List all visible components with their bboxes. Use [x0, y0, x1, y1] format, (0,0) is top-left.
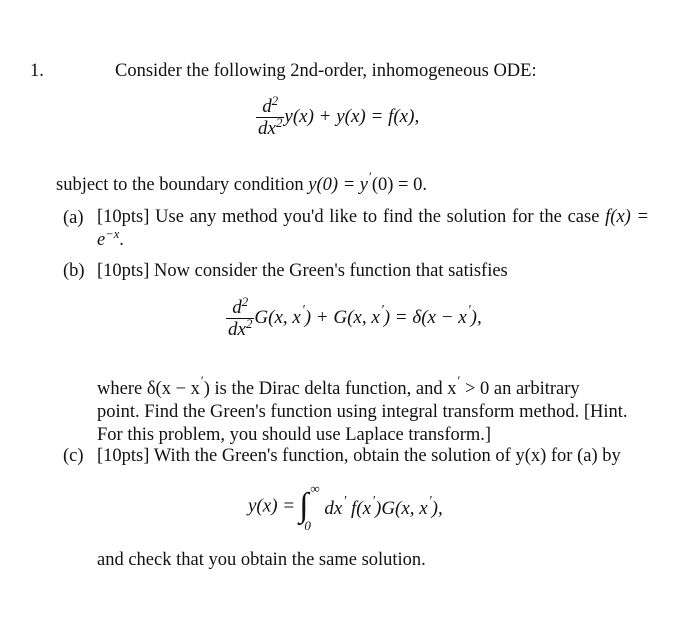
main-ode-rest: y(x) + y(x) = f(x), [284, 105, 420, 127]
integral-solution-equation: y(x) = ∫ ∞ 0 dx′ f(x′)G(x, x′), [248, 481, 443, 533]
integral-limits: ∞ 0 [304, 481, 320, 533]
integral-sign: ∫ [299, 487, 309, 524]
part-b-label: (b) [63, 261, 85, 281]
boundary-condition: y(0) = y [308, 175, 369, 196]
part-c-intro: [10pts] With the Green's function, obtain the solution of y(x) for (a) by [97, 446, 621, 466]
part-c-closing: and check that you obtain the same solution. [97, 550, 426, 570]
part-c-label: (c) [63, 446, 84, 466]
problem-number: 1. [30, 61, 44, 81]
part-a-case: $f(x) = e^{-x}$ [97, 207, 650, 250]
part-b-explanation: where δ(x − x′) is the Dirac delta function, and x′ > 0 an arbitrary point. Find the Green's function using integral transform method. [Hint. For this problem, you should use Laplace transform.] [97, 373, 628, 446]
boundary-text: subject to the boundary condition [56, 175, 304, 196]
second-derivative-fraction: $\frac{d^2}{dx^2}$ [258, 92, 283, 139]
part-a-text: [10pts] Use any method you'd like to find the solution for the case $f(x) = e^{-x}$. [97, 207, 650, 250]
greens-function-equation: $\frac{d^2}{dx^2}$ G(x, x′) + G(x, x′) = δ(x − x′), [228, 293, 482, 340]
boundary-condition-line: subject to the boundary condition y(0) = y′(0) = 0. [56, 169, 427, 196]
part-b-intro: [10pts] Now consider the Green's function that satisfies [97, 261, 508, 281]
main-ode-equation [256, 92, 420, 139]
part-a-label: (a) [63, 208, 84, 228]
problem-intro: Consider the following 2nd-order, inhomogeneous ODE: [115, 61, 537, 81]
greens-derivative-fraction: $\frac{d^2}{dx^2}$ [228, 293, 253, 340]
boundary-condition-end: (0) = 0. [371, 175, 427, 196]
